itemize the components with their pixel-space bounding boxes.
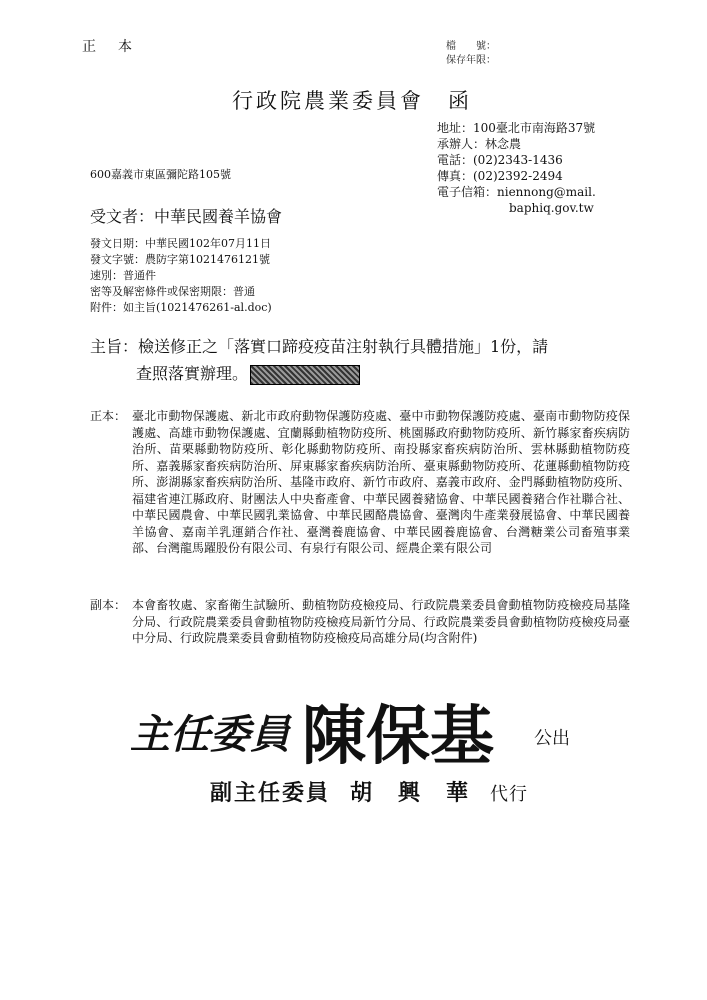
deputy-name: 胡 興 華 [350, 780, 471, 806]
copy-recipients-list: 本會畜牧處、家畜衛生試驗所、動植物防疫檢疫局、行政院農業委員會動植物防疫檢疫局基隆分局、行政院農業委員會動植物防疫檢疫局新竹分局、行政院農業委員會動植物防疫檢疫局臺中分局、行政院農業委員會動植物防疫檢疫局高雄分局(均含附件) [132, 598, 630, 645]
primary-list: 臺北市動物保護處、新北市政府動物保護防疫處、臺中市動物保護防疫處、臺南市動物防疫保護處、高雄市動物保護處、宜蘭縣動植物防疫所、桃園縣政府動物防疫所、新竹縣家畜疾病防治所、苗栗縣動物防疫所、彰化縣動物防疫所、南投縣家畜疾病防治所、雲林縣動植物防疫所、嘉義縣家畜疾病防治所、屏東縣家畜疾病防治所、臺東縣動物防疫所、花蓮縣動植物防疫所、澎湖縣家畜疾病防治所、基隆市政府、新竹市政府、嘉義市政府、金門縣動植物防疫所、福建省連江縣政府、財團法人中央畜產會、中華民國養豬協會、中華民國養豬合作社聯合社、中華民國農會、中華民國乳業協會、中華民國酪農協會、臺灣肉牛產業發展協會、中華民國養羊協會、嘉南羊乳運銷合作社、臺灣養鹿協會、中華民國養鹿協會、台灣糖業公司畜殖事業部、台灣龍馬躍股份有限公司、有泉行有限公司、經農企業有限公司 [132, 409, 630, 555]
redaction-stamp-icon [250, 365, 360, 385]
chair-signature-seal [130, 700, 590, 780]
issue-date: 發文日期：中華民國102年07月11日 [90, 237, 271, 250]
document-number: 發文字號：農防字第1021476121號 [90, 253, 270, 266]
subject-line-2: 查照落實辦理。 [136, 364, 249, 383]
recipient: 受文者：中華民國養羊協會 [90, 207, 283, 226]
attachment: 附件：如主旨(1021476261-al.doc) [90, 301, 272, 314]
sender-info [437, 120, 596, 216]
copy-recipients [90, 597, 630, 647]
subject-line-2-wrap [90, 360, 630, 387]
copy-recipients-label: 副本： [90, 598, 127, 612]
sender-phone: 電話：(02)2343-1436 [437, 153, 563, 167]
chair-name-handwritten: 陳保基 [302, 700, 494, 774]
delivery-speed: 速別：普通件 [90, 269, 156, 282]
primary-recipients [90, 408, 630, 557]
document-title: 行政院農業委員會 函 [232, 89, 472, 113]
deputy-signature [210, 776, 528, 807]
acting-label: 代行 [490, 784, 529, 805]
primary-label: 正本： [90, 409, 127, 423]
file-number-label: 檔 號： [446, 41, 496, 52]
document-meta [90, 236, 272, 316]
recipient-address: 600嘉義市東區彌陀路105號 [90, 168, 231, 181]
sender-address: 地址：100臺北市南海路37號 [437, 121, 596, 135]
deputy-title: 副主任委員 [210, 780, 331, 806]
subject-block [90, 333, 630, 387]
sender-email: 電子信箱：niennong@mail. [437, 185, 596, 199]
archive-block [446, 40, 496, 68]
sender-email-cont: baphiq.gov.tw [509, 201, 594, 215]
chair-title-handwritten: 主任委員 [130, 711, 290, 758]
sender-contact: 承辦人：林念農 [437, 137, 522, 151]
copy-label: 正 本 [82, 39, 136, 55]
sender-fax: 傳真：(02)2392-2494 [437, 169, 563, 183]
chair-suffix: 公出 [534, 728, 570, 749]
security-level: 密等及解密條件或保密期限：普通 [90, 285, 255, 298]
retention-label: 保存年限： [446, 55, 496, 66]
subject-line-1: 主旨：檢送修正之「落實口蹄疫疫苗注射執行具體措施」1份，請 [90, 337, 549, 356]
